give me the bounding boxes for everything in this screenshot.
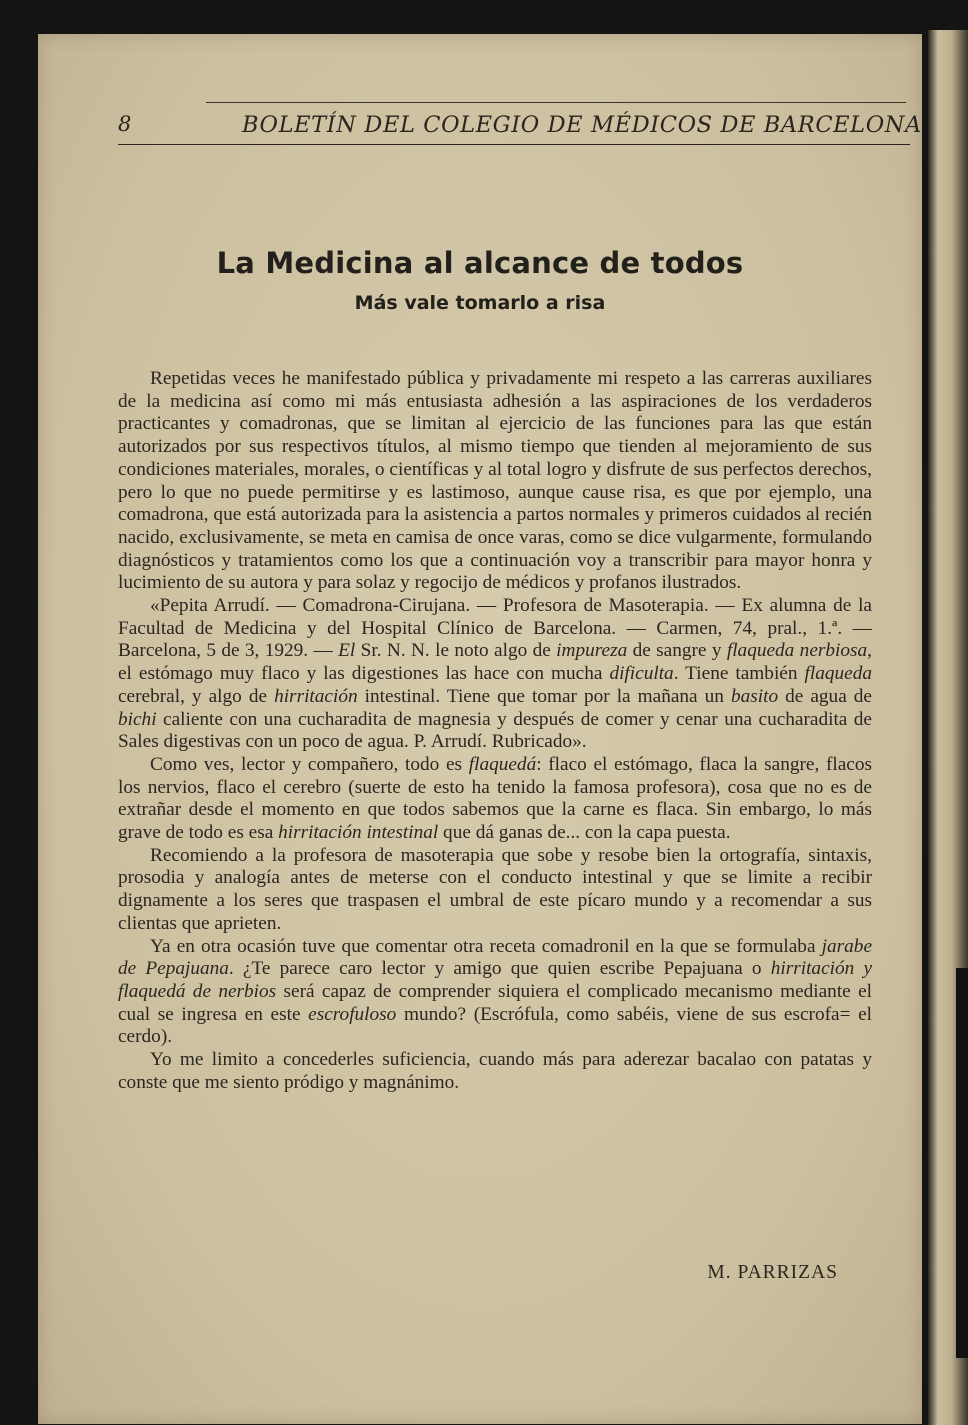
paragraph-4: Recomiendo a la profesora de masoterapia que sobe y resobe bien la ortografía, sintaxis, prosodia y analogía antes de meterse con el conducto intestinal y que se limite a recibir dignamente a los seres que traspasen el umbral de este pícaro mundo y a recomendar a sus clientas que aprieten. [118, 844, 872, 934]
running-head: BOLETÍN DEL COLEGIO DE MÉDICOS DE BARCELONA [242, 112, 922, 138]
author-signature: M. PARRIZAS [707, 1262, 838, 1283]
paragraph-6: Yo me limito a concederles suficiencia, cuando más para aderezar bacalao con patatas y conste que me siento pródigo y magnánimo. [118, 1049, 872, 1093]
header-top-rule [206, 102, 906, 103]
article-body [118, 368, 872, 1095]
page-header [118, 104, 922, 145]
paragraph-2-prescription: «Pepita Arrudí. — Comadrona-Cirujana. — Profesora de Masoterapia. — Ex alumna de la Facultad de Medicina y del Hospital Clínico de Barcelona. — Carmen, 74, pral., 1.ª. — Barcelona, 5 de 3, 1929. — El Sr. N. N. le noto algo de impureza de sangre y flaqueda nerbiosa, el estómago muy flaco y las digestiones las hace con mucha dificulta. Tiene también flaqueda cerebral, y algo de hirritación intestinal. Tiene que tomar por la mañana un basito de agua de bichi caliente con una cucharadita de magnesia y después de comer y cenar una cucharadita de Sales digestivas con un poco de agua. P. Arrudí. Rubricado». [118, 595, 872, 753]
page-number: 8 [118, 112, 132, 136]
paragraph-1: Repetidas veces he manifestado pública y privadamente mi respeto a las carreras auxiliares de la medicina así como mi más entusiasta adhesión a las aspiraciones de los verdaderos practicantes y comadronas, que se limitan al ejercicio de las funciones para las que están autorizados por sus respectivos títulos, al mismo tiempo que tienden al mejoramiento de sus condiciones materiales, morales, o científicas y al total logro y disfrute de sus perfectos derechos, pero lo que no puede permitirse y es lastimoso, aunque cause risa, es que por ejemplo, una comadrona, que está autorizada para la asistencia a partos normales y primeros cuidados al recién nacido, exclusivamente, se meta en camisa de once varas, como se dice vulgarmente, formulando diagnósticos y tratamientos como los que a continuación voy a transcribir para mayor honra y lucimiento de su autora y para solaz y regocijo de médicos y profanos ilustrados. [118, 368, 872, 594]
document-page [38, 34, 922, 1424]
article-subtitle: Más vale tomarlo a risa [354, 292, 606, 314]
paragraph-3: Como ves, lector y compañero, todo es flaquedá: flaco el estómago, flaca la sangre, flacos los nervios, flaco el cerebro (suerte de esto ha tenido la famosa profesora), cosa que no es de extrañar desde el momento en que todos sabemos que la carne es flaca. Sin embargo, lo más grave de todo es esa hirritación intestinal que dá ganas de... con la capa puesta. [118, 753, 872, 844]
paragraph-5: Ya en otra ocasión tuve que comentar otra receta comadronil en la que se formulaba jarabe de Pepajuana. ¿Te parece caro lector y amigo que quien escribe Pepajuana o hirritación y flaquedá de nerbios será capaz de comprender siquiera el complicado mecanismo mediante el cual se ingresa en este escrofuloso mundo? (Escrófula, como sabéis, viene de sus escrofa= el cerdo). [118, 935, 873, 1048]
page-tab-marker [956, 968, 968, 1358]
article-title: La Medicina al alcance de todos [216, 246, 744, 280]
